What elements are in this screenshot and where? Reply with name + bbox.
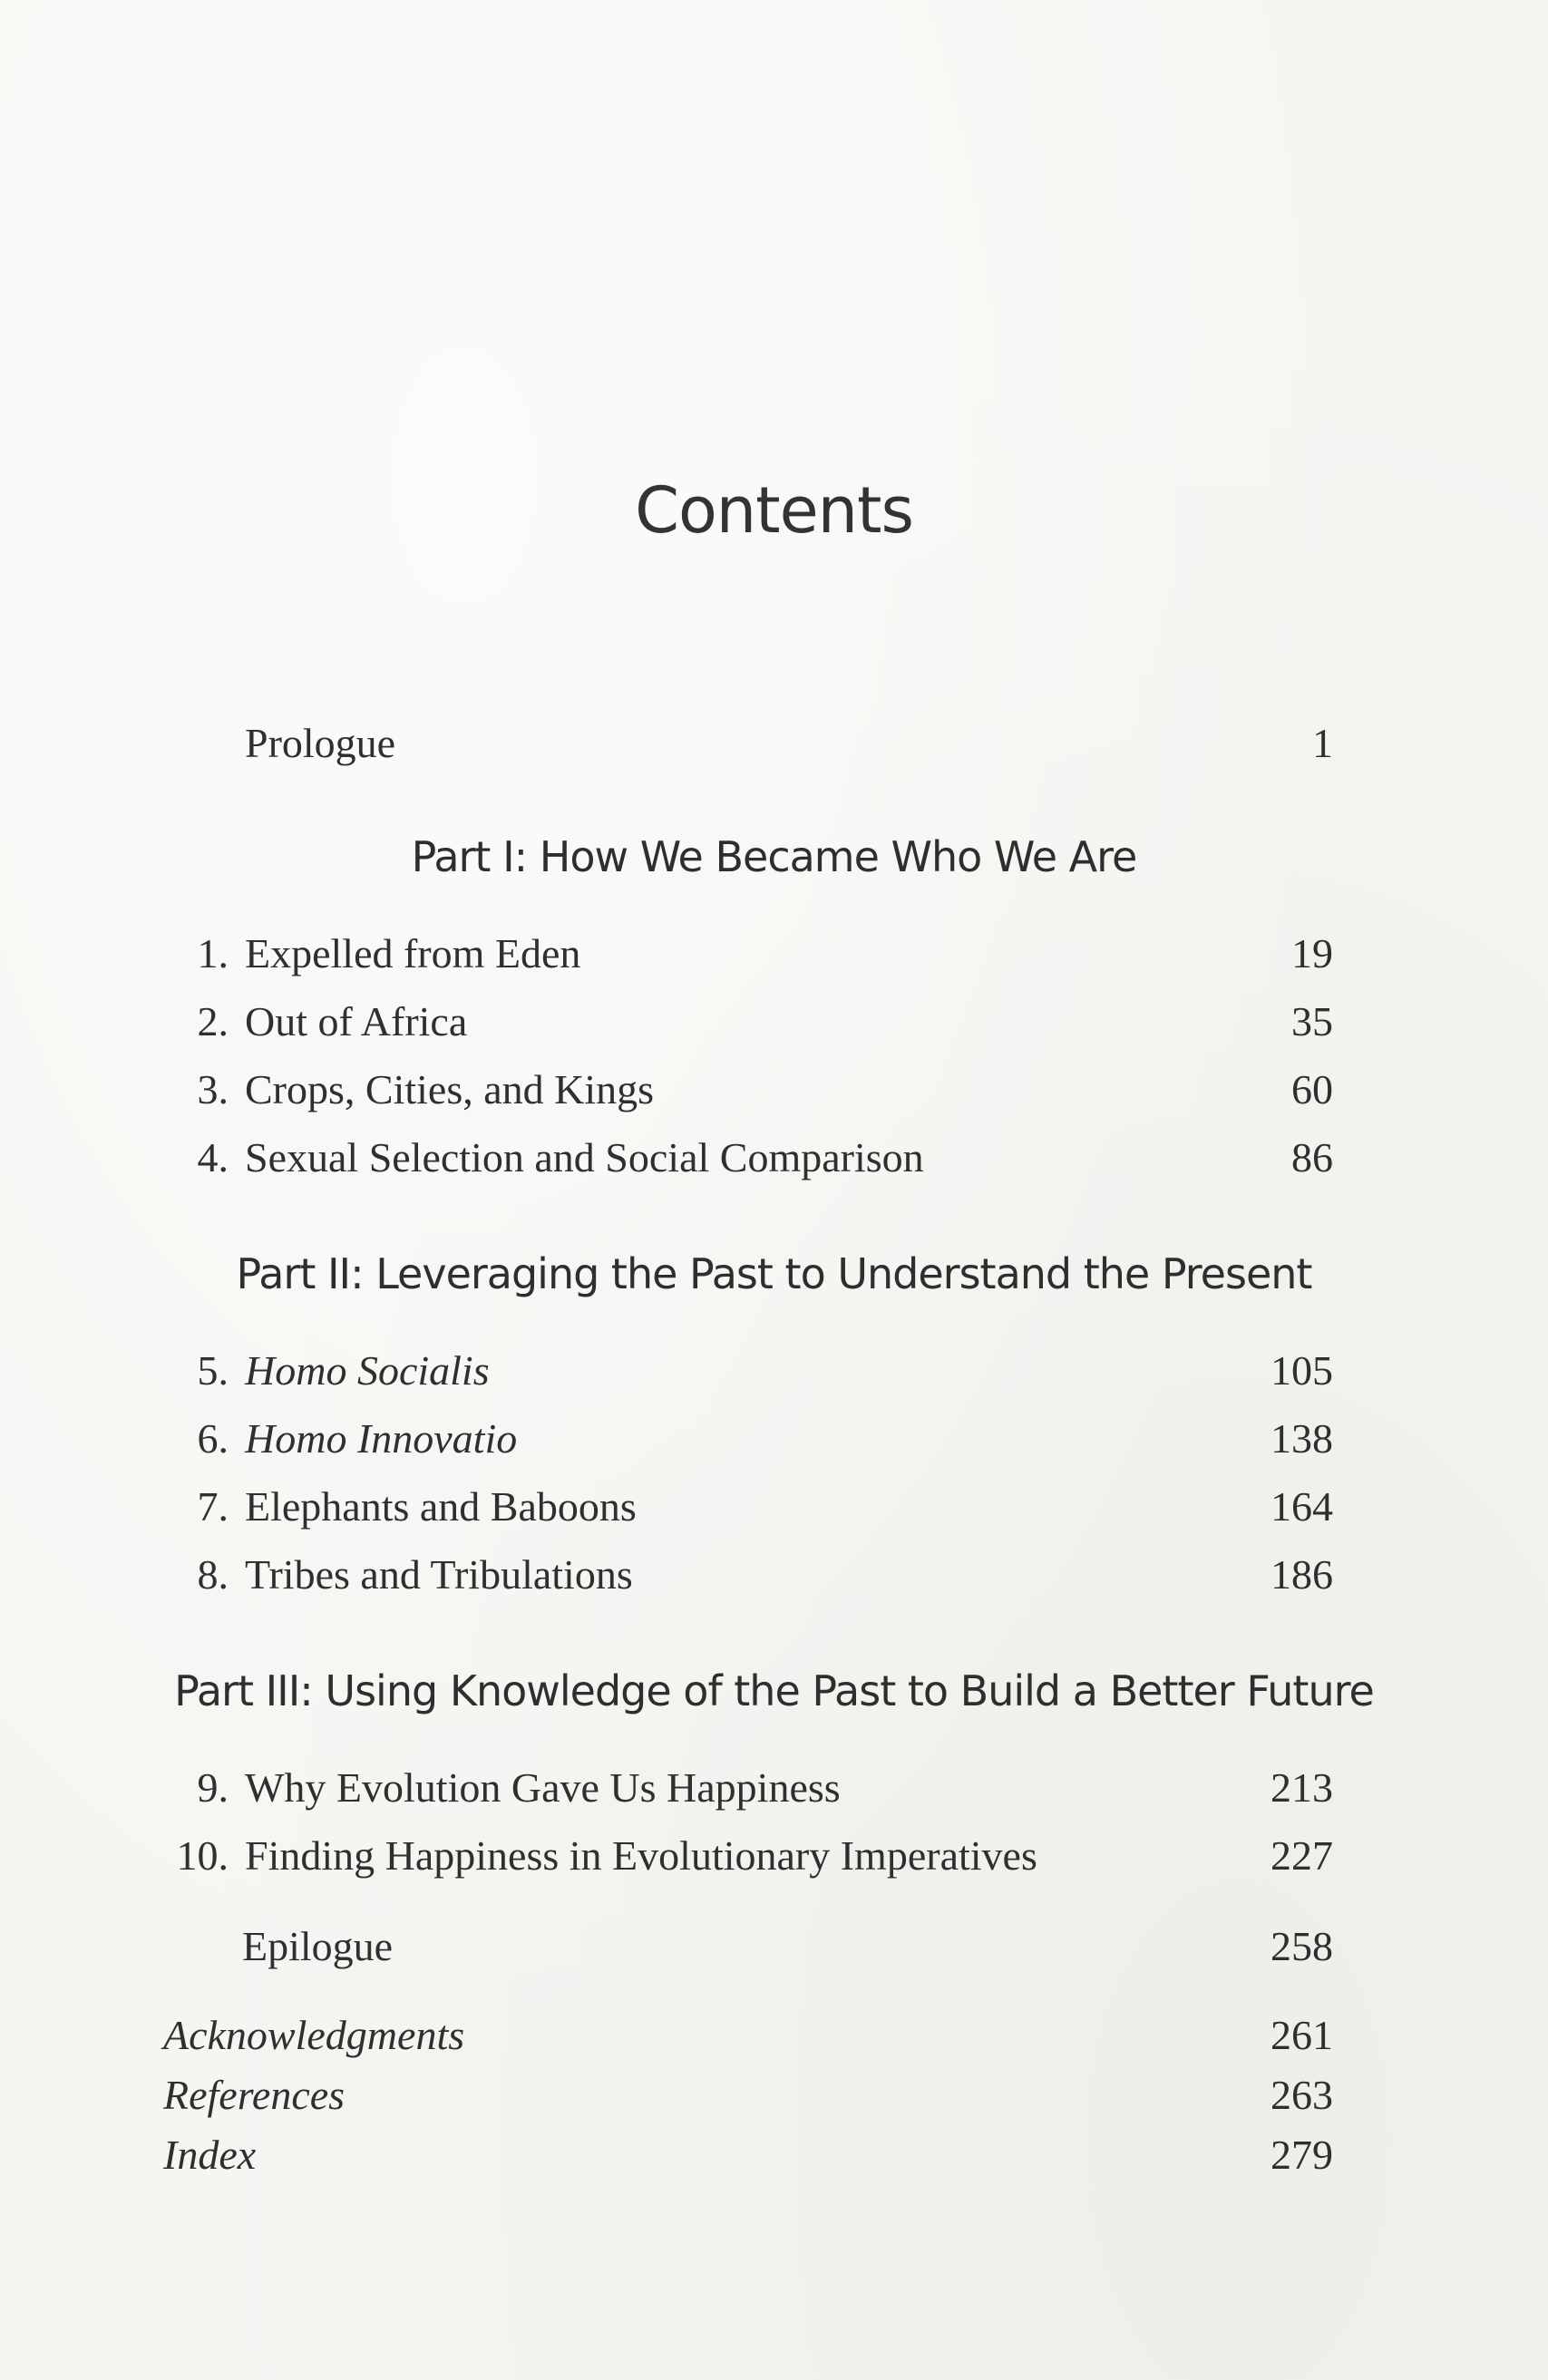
toc-entry-chapter — [0, 1063, 1548, 1117]
back-matter-page: 279 — [1271, 2132, 1333, 2178]
toc-entry-chapter — [0, 1412, 1548, 1466]
epilogue-page: 258 — [1271, 1923, 1333, 1969]
page-title: Contents — [635, 473, 913, 548]
toc-entry-chapter — [0, 995, 1548, 1049]
chapter-number: 1. — [197, 930, 229, 976]
part-2-heading: Part II: Leveraging the Past to Understand the Present — [236, 1249, 1312, 1298]
chapter-title: Finding Happiness in Evolutionary Imperatives — [245, 1832, 1037, 1879]
back-matter-page: 261 — [1271, 2012, 1333, 2058]
toc-entry-index — [0, 2128, 1548, 2182]
chapter-title: Out of Africa — [245, 998, 468, 1044]
back-matter-label: Acknowledgments — [163, 2012, 465, 2058]
part-1-heading: Part I: How We Became Who We Are — [411, 832, 1137, 881]
chapter-title: Tribes and Tribulations — [245, 1551, 633, 1598]
chapter-number: 3. — [197, 1066, 229, 1112]
epilogue-label: Epilogue — [242, 1923, 394, 1969]
chapter-number: 5. — [197, 1347, 229, 1394]
toc-entry-references — [0, 2068, 1548, 2123]
toc-entry-chapter — [0, 1131, 1548, 1185]
chapter-title: Homo Socialis — [245, 1347, 490, 1394]
back-matter-page: 263 — [1271, 2072, 1333, 2118]
chapter-page: 35 — [1291, 998, 1333, 1044]
chapter-page: 60 — [1291, 1066, 1333, 1112]
chapter-number: 7. — [197, 1483, 229, 1530]
chapter-page: 213 — [1271, 1764, 1333, 1811]
chapter-page: 138 — [1271, 1415, 1333, 1462]
chapter-number: 4. — [197, 1134, 229, 1180]
toc-entry-chapter — [0, 1761, 1548, 1815]
toc-entry-chapter — [0, 927, 1548, 981]
chapter-number: 2. — [197, 998, 229, 1044]
chapter-title: Crops, Cities, and Kings — [245, 1066, 655, 1112]
toc-entry-chapter — [0, 1829, 1548, 1883]
chapter-number: 8. — [197, 1551, 229, 1598]
chapter-title: Homo Innovatio — [245, 1415, 518, 1462]
chapter-page: 86 — [1291, 1134, 1333, 1180]
chapter-page: 164 — [1271, 1483, 1333, 1530]
chapter-number: 6. — [197, 1415, 229, 1462]
chapter-page: 186 — [1271, 1551, 1333, 1598]
back-matter-label: Index — [163, 2132, 257, 2178]
chapter-number: 10. — [176, 1832, 229, 1879]
chapter-page: 105 — [1271, 1347, 1333, 1394]
chapter-page: 227 — [1271, 1832, 1333, 1879]
toc-entry-acknowledgments — [0, 2008, 1548, 2063]
toc-entry-epilogue — [0, 1919, 1548, 1974]
part-3-heading: Part III: Using Knowledge of the Past to Build a Better Future — [174, 1666, 1374, 1715]
chapter-page: 19 — [1291, 930, 1333, 976]
chapter-title: Expelled from Eden — [245, 930, 581, 976]
toc-entry-chapter — [0, 1480, 1548, 1534]
toc-entry-chapter — [0, 1548, 1548, 1602]
prologue-page: 1 — [1312, 720, 1333, 766]
chapter-title: Sexual Selection and Social Comparison — [245, 1134, 924, 1180]
prologue-label: Prologue — [245, 720, 396, 766]
back-matter-label: References — [163, 2072, 346, 2118]
chapter-title: Why Evolution Gave Us Happiness — [245, 1764, 841, 1811]
toc-entry-prologue — [0, 716, 1548, 771]
toc-entry-chapter — [0, 1344, 1548, 1398]
chapter-number: 9. — [197, 1764, 229, 1811]
chapter-title: Elephants and Baboons — [245, 1483, 637, 1530]
